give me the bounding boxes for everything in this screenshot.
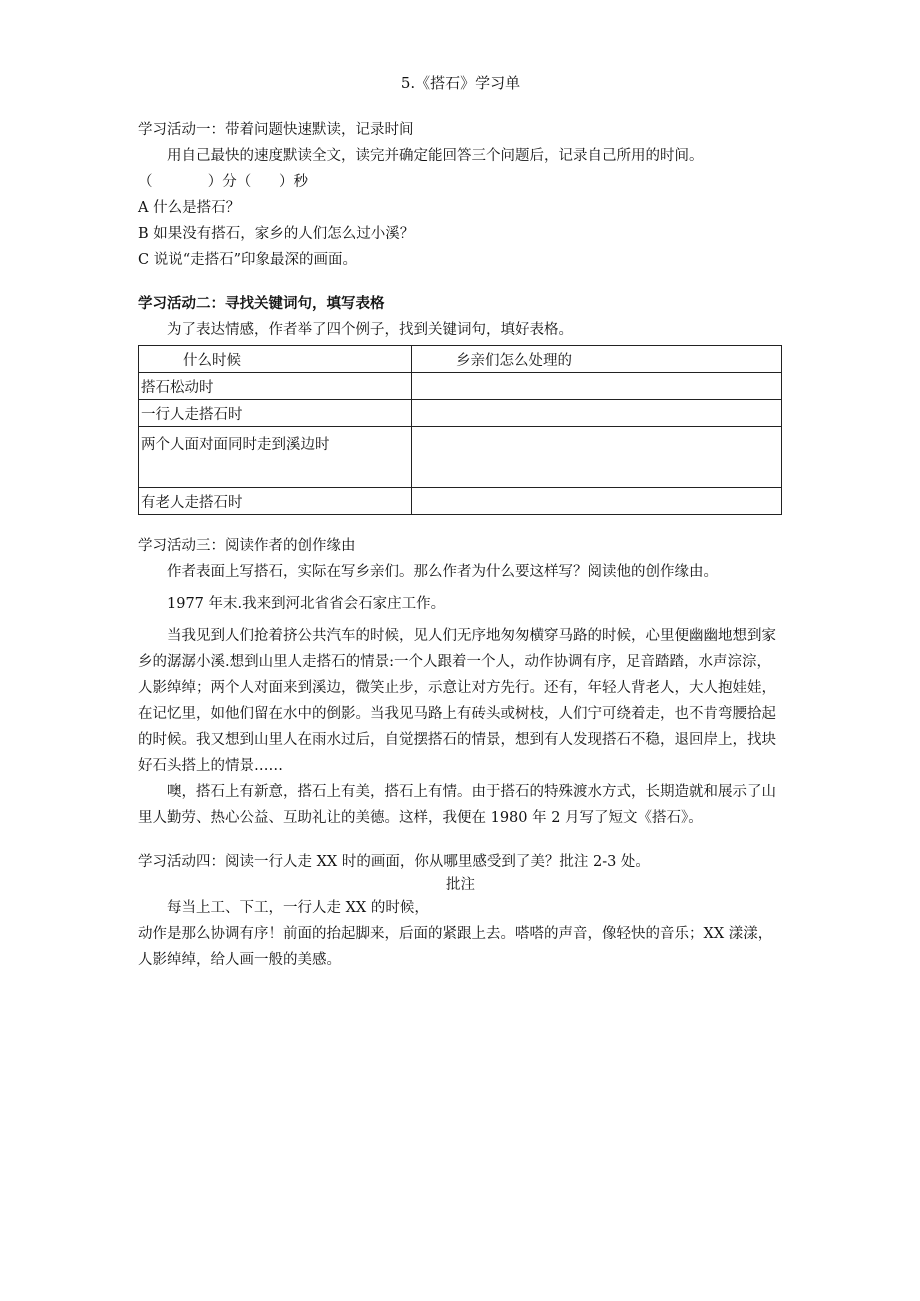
annotation-label: 批注 — [446, 877, 475, 893]
activity2-instruction: 为了表达情感，作者举了四个例子，找到关键词句，填好表格。 — [167, 322, 573, 338]
worksheet — [138, 60, 783, 973]
table-header-how: 乡亲们怎么处理的 — [412, 346, 782, 373]
activity3-heading: 学习活动三：阅读作者的创作缘由 — [138, 538, 356, 554]
table-cell-answer[interactable] — [412, 373, 782, 400]
table-cell-when: 一行人走搭石时 — [139, 400, 412, 427]
table-cell-answer[interactable] — [412, 488, 782, 515]
question-a: A 什么是搭石？ — [138, 200, 241, 216]
table-header-row — [139, 346, 782, 373]
activity3-paragraph-1: 1977 年末.我来到河北省省会石家庄工作。 — [167, 596, 446, 612]
activity3-paragraph-2: 当我见到人们抢着挤公共汽车的时候，见人们无序地匆匆横穿马路的时候，心里便幽幽地想到家乡的潺潺小溪.想到山里人走搭石的情景:一个人跟着一个人，动作协调有序，足音踏踏，水声淙淙，人影绰绰；两个人对面来到溪边，微笑止步，示意让对方先行。还有，年轻人背老人，大人抱娃娃，在记忆里，如他们留在水中的倒影。当我见马路上有砖头或树枝，人们宁可绕着走，也不肯弯腰拾起的时候。我又想到山里人在雨水过后，自觉摆搭石的情景，想到有人发现搭石不稳，退回岸上，找块好石头搭上的情景…… — [138, 628, 776, 774]
question-c: C 说说“走搭石”印象最深的画面。 — [138, 252, 358, 268]
table-cell-answer[interactable] — [412, 400, 782, 427]
activity1-instruction: 用自己最快的速度默读全文，读完并确定能回答三个问题后，记录自己所用的时间。 — [167, 148, 704, 164]
activity1-heading: 学习活动一：带着问题快速默读，记录时间 — [138, 122, 414, 138]
question-b: B 如果没有搭石，家乡的人们怎么过小溪？ — [138, 226, 415, 242]
table-header-when: 什么时候 — [139, 346, 412, 373]
activity1-time-record: （ ）分（ ）秒 — [138, 174, 308, 190]
activity4-heading: 学习活动四：阅读一行人走 XX 时的画面，你从哪里感受到了美？批注 2-3 处。 — [138, 854, 650, 870]
table-row — [139, 488, 782, 515]
activity4-line-1: 每当上工、下工，一行人走 XX 的时候， — [167, 900, 429, 916]
table-cell-when: 两个人面对面同时走到溪边时 — [139, 427, 412, 488]
table-cell-when: 搭石松动时 — [139, 373, 412, 400]
activity4-line-2: 动作是那么协调有序！前面的抬起脚来，后面的紧跟上去。嗒嗒的声音，像轻快的音乐；XX 漾漾，人影绰绰，给人画一般的美感。 — [138, 926, 773, 968]
table-row — [139, 427, 782, 488]
table-row — [139, 373, 782, 400]
activity3-paragraph-3: 噢，搭石上有新意，搭石上有美，搭石上有情。由于搭石的特殊渡水方式，长期造就和展示了山里人勤劳、热心公益、互助礼让的美德。这样，我便在 1980 年 2 月写了短文《搭石》。 — [138, 784, 776, 826]
activity3-intro: 作者表面上写搭石，实际在写乡亲们。那么作者为什么要这样写？阅读他的创作缘由。 — [167, 564, 718, 580]
table-cell-answer[interactable] — [412, 427, 782, 488]
key-sentence-table — [138, 345, 782, 515]
page-title: 5.《搭石》学习单 — [400, 74, 521, 92]
table-row — [139, 400, 782, 427]
table-cell-when: 有老人走搭石时 — [139, 488, 412, 515]
activity2-heading: 学习活动二：寻找关键词句，填写表格 — [138, 295, 385, 312]
